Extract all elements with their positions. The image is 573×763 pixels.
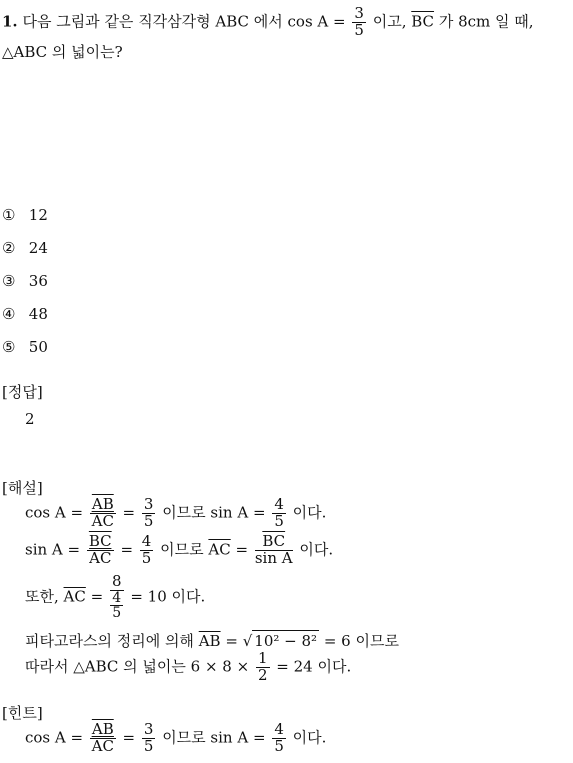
ab-over-ac: $\frac{\overline{AB}}{AC}$ [91, 720, 114, 755]
explanation-line-3: 또한, $\overline{AC}$ = $\frac{8}{\frac{4}{5}}$ = 10 이다. [25, 572, 206, 622]
choice-value: 50 [28, 338, 48, 356]
choice-value: 12 [28, 206, 48, 224]
question-text-a: 다음 그림과 같은 직각삼각형 ABC 에서 cos A = [22, 12, 346, 31]
explanation-label: [해설] [2, 479, 43, 497]
choice-mark: ② [2, 239, 16, 257]
choice-1[interactable] [2, 206, 48, 224]
choice-mark: ① [2, 206, 16, 224]
choice-5[interactable] [2, 338, 48, 356]
question-line-2: △ABC 의 넓이는? [2, 43, 123, 61]
eight-over-four-fifths: $\frac{8}{\frac{4}{5}}$ [111, 572, 122, 622]
sqrt-expression: √ 10² − 8² [242, 632, 318, 650]
answer-value: 2 [25, 410, 35, 428]
explanation-line-1: cos A = $\frac{\overline{AB}}{AC}$ = $\frac{3}{5}$ 이므로 sin A = $\frac{4}{5}$ 이다. [25, 495, 327, 530]
choice-mark: ④ [2, 305, 16, 323]
choice-value: 36 [28, 272, 48, 290]
question-line-1 [2, 6, 534, 39]
question-text-c: 가 8cm 일 때, [438, 12, 534, 31]
choice-3[interactable] [2, 272, 48, 290]
explanation-line-4: 피타고라스의 정리에 의해 $\overline{AB}$ = √ 10² − 8² = 6 이므로 [25, 632, 399, 650]
choice-value: 48 [28, 305, 48, 323]
choice-mark: ⑤ [2, 338, 16, 356]
choice-value: 24 [28, 239, 48, 257]
choice-2[interactable] [2, 239, 48, 257]
ab-over-ac: $\frac{\overline{AB}}{AC}$ [91, 495, 114, 530]
cos-fraction: $\frac{3}{5}$ [354, 4, 364, 39]
bc-over-sina: $\frac{\overline{BC}}{\text{sin A}}$ [254, 532, 293, 567]
choice-4[interactable] [2, 305, 48, 323]
segment-bc: $\overline{BC}$ [411, 12, 435, 31]
question-number: 1. [2, 12, 18, 31]
choice-mark: ③ [2, 272, 16, 290]
explanation-line-2: sin A = $\frac{\overline{BC}}{AC}$ = $\frac{4}{5}$ 이므로 $\overline{AC}$ = $\frac{\overline{BC}}{\text{sin A}}$ 이다. [25, 532, 334, 567]
hint-label: [힌트] [2, 704, 43, 722]
bc-over-ac: $\frac{\overline{BC}}{AC}$ [88, 532, 112, 567]
explanation-line-5: 따라서 △ABC 의 넓이는 6 × 8 × $\frac{1}{2}$ = 24 이다. [25, 649, 352, 684]
question-text-b: 이고, [372, 12, 407, 31]
answer-label: [정답] [2, 383, 43, 401]
hint-line: cos A = $\frac{\overline{AB}}{AC}$ = $\frac{3}{5}$ 이므로 sin A = $\frac{4}{5}$ 이다. [25, 720, 327, 755]
